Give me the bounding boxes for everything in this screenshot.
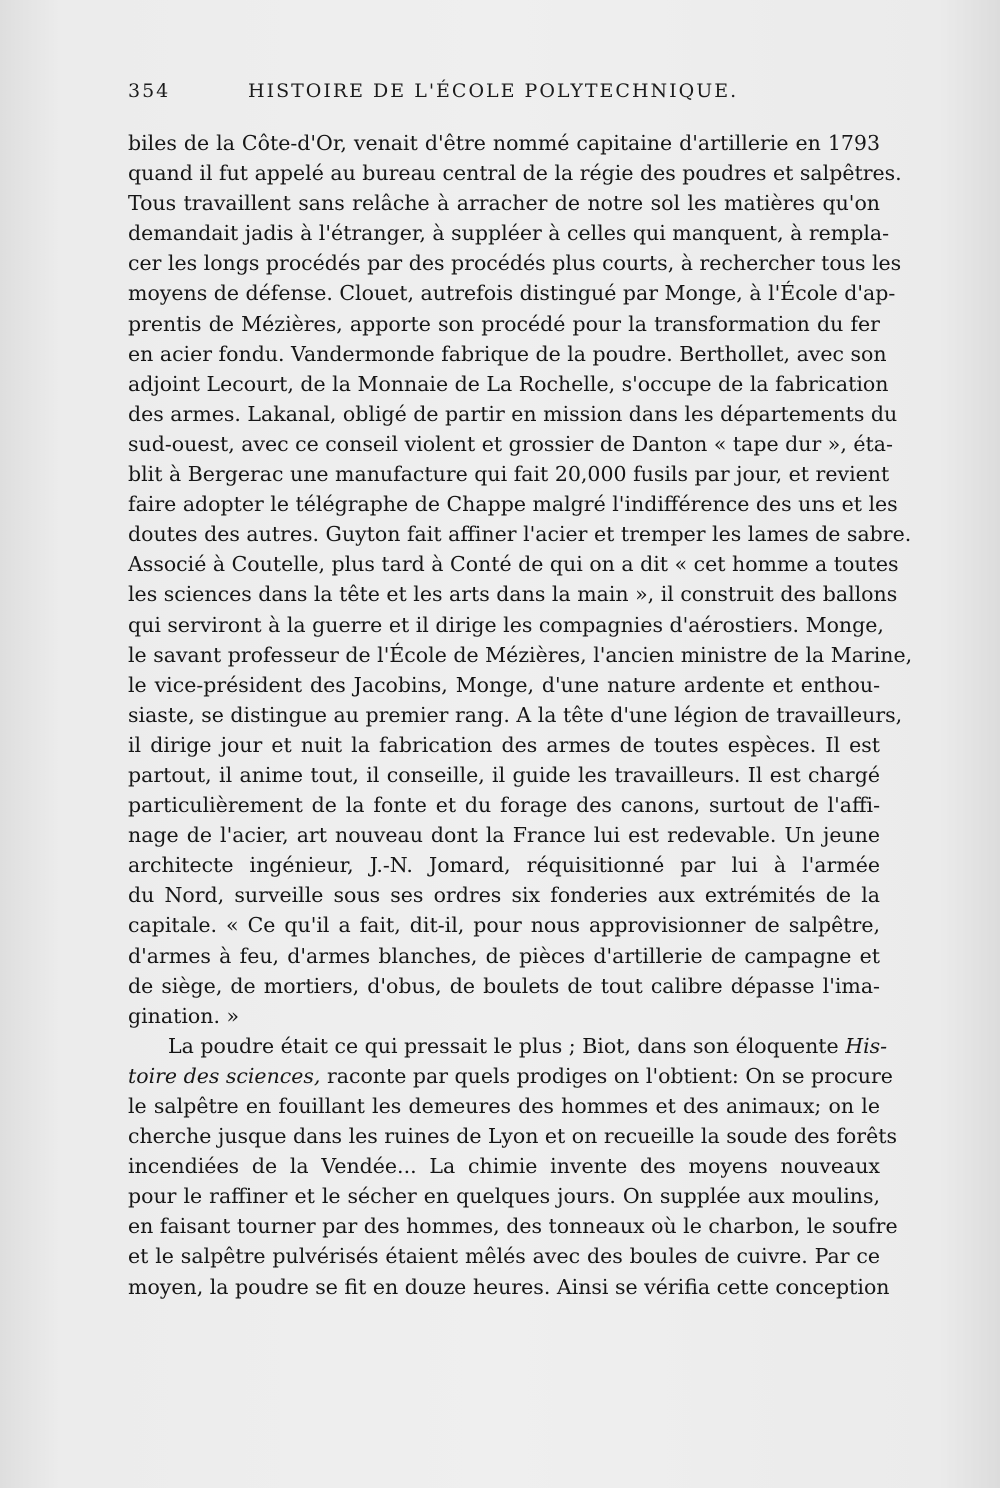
text-line: partout, il anime tout, il conseille, il guide les travailleurs. Il est chargé: [128, 762, 880, 787]
body-text: [128, 128, 913, 1302]
text-line: capitale. « Ce qu'il a fait, dit-il, pour nous approvisionner de salpêtre,: [128, 913, 880, 938]
text-line: siaste, se distingue au premier rang. A la tête d'une légion de travailleurs,: [128, 702, 903, 727]
text-line: cer les longs procédés par des procédés plus courts, à rechercher tous les: [128, 251, 902, 276]
text-line: demandait jadis à l'étranger, à suppléer à celles qui manquent, à rempla-: [128, 221, 890, 246]
text-line: adjoint Lecourt, de la Monnaie de La Rochelle, s'occupe de la fabrication: [128, 371, 889, 396]
text-line: Associé à Coutelle, plus tard à Conté de qui on a dit « cet homme a toutes: [128, 552, 899, 577]
paragraph-1: [128, 128, 913, 1031]
text-line: prentis de Mézières, apporte son procédé pour la transformation du fer: [128, 311, 880, 336]
text-line: le vice-président des Jacobins, Monge, d'une nature ardente et enthou-: [128, 672, 880, 697]
text-line: et le salpêtre pulvérisés étaient mêlés avec des boules de cuivre. Par ce: [128, 1244, 880, 1269]
text-line: gination. »: [128, 1003, 240, 1028]
text-line: moyen, la poudre se fit en douze heures. Ainsi se vérifia cette conception: [128, 1274, 890, 1299]
text-line: du Nord, surveille sous ses ordres six fonderies aux extrémités de la: [128, 883, 880, 908]
text-line: toire des sciences, raconte par quels prodiges on l'obtient: On se procure: [128, 1063, 893, 1088]
text-line: moyens de défense. Clouet, autrefois distingué par Monge, à l'École d'ap-: [128, 281, 896, 306]
text-line: en faisant tourner par des hommes, des tonneaux où le charbon, le soufre: [128, 1214, 898, 1239]
text-line: incendiées de la Vendée... La chimie invente des moyens nouveaux: [128, 1154, 880, 1179]
running-title: HISTOIRE DE L'ÉCOLE POLYTECHNIQUE.: [248, 80, 739, 102]
text-line: qui serviront à la guerre et il dirige les compagnies d'aérostiers. Monge,: [128, 612, 884, 637]
text-line: le salpêtre en fouillant les demeures des hommes et des animaux; on le: [128, 1094, 880, 1118]
text-line: nage de l'acier, art nouveau dont la France lui est redevable. Un jeune: [128, 823, 880, 848]
text-line: cherche jusque dans les ruines de Lyon et on recueille la soude des forêts: [128, 1124, 897, 1149]
text-line: les sciences dans la tête et les arts dans la main », il construit des ballons: [128, 582, 898, 607]
text-line: sud-ouest, avec ce conseil violent et grossier de Danton « tape dur », éta-: [128, 431, 893, 456]
text-line: La poudre était ce qui pressait le plus ; Biot, dans son éloquente His-: [168, 1033, 888, 1058]
book-title-italic: His-: [845, 1033, 888, 1058]
text-line: le savant professeur de l'École de Mézières, l'ancien ministre de la Marine,: [128, 642, 913, 667]
text-line: doutes des autres. Guyton fait affiner l'acier et tremper les lames de sabre.: [128, 522, 912, 547]
text-line: des armes. Lakanal, obligé de partir en mission dans les départements du: [128, 401, 898, 426]
text-line: architecte ingénieur, J.-N. Jomard, réquisitionné par lui à l'armée: [128, 853, 880, 878]
text-line: Tous travaillent sans relâche à arracher de notre sol les matières qu'on: [128, 191, 880, 216]
text-line: blit à Bergerac une manufacture qui fait 20,000 fusils par jour, et revient: [128, 462, 890, 487]
book-title-italic: toire des sciences,: [128, 1063, 321, 1088]
text-line: d'armes à feu, d'armes blanches, de pièces d'artillerie de campagne et: [128, 943, 880, 968]
text-line: de siège, de mortiers, d'obus, de boulets de tout calibre dépasse l'ima-: [128, 973, 880, 998]
text-line: il dirige jour et nuit la fabrication des armes de toutes espèces. Il est: [128, 732, 880, 757]
text-line: quand il fut appelé au bureau central de la régie des poudres et salpêtres.: [128, 161, 902, 186]
page-number: 354: [128, 80, 171, 102]
text-line: en acier fondu. Vandermonde fabrique de la poudre. Berthollet, avec son: [128, 341, 887, 366]
paragraph-2: [128, 1031, 898, 1302]
text-line: faire adopter le télégraphe de Chappe malgré l'indifférence des uns et les: [128, 492, 898, 517]
running-header: [128, 80, 880, 110]
text-line: biles de la Côte-d'Or, venait d'être nommé capitaine d'artillerie en 1793: [128, 131, 880, 155]
text-line: particulièrement de la fonte et du forage des canons, surtout de l'affi-: [128, 793, 880, 818]
text-line: pour le raffiner et le sécher en quelques jours. On supplée aux moulins,: [128, 1184, 880, 1209]
